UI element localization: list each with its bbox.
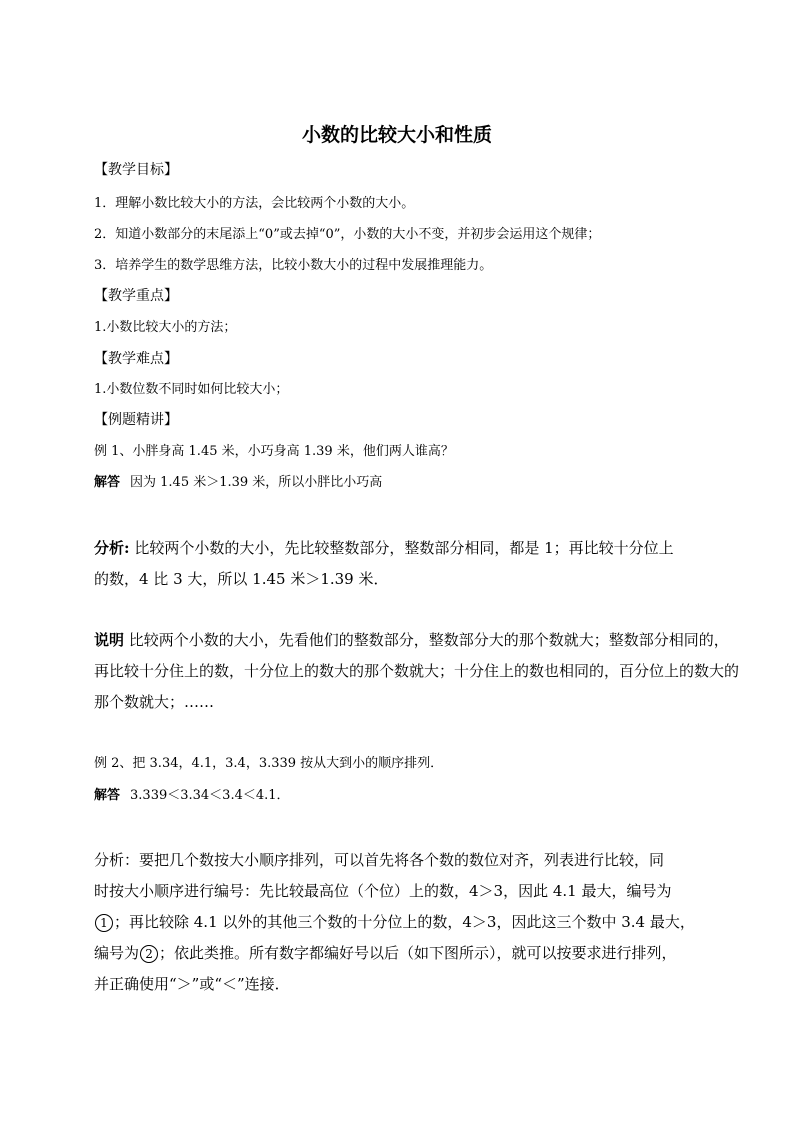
example1-answer	[94, 473, 382, 493]
example2-answer-label: 解答	[94, 788, 121, 803]
example2-analysis-line3	[94, 910, 695, 934]
example2-analysis-line5: 并正确使用“＞”或“＜”连接．	[94, 975, 290, 993]
example1-note-text1: 比较两个小数的大小，先看他们的整数部分，整数部分大的那个数就大；整数部分相同的，	[128, 631, 729, 649]
example2-analysis-line4	[94, 941, 677, 965]
example2-analysis-text3: ；再比较除 4.1 以外的其他三个数的十分位上的数，4＞3，因此这三个数中 3.4 最大，	[114, 913, 695, 931]
objective-1: 1．理解小数比较大小的方法，会比较两个小数的大小。	[94, 196, 415, 211]
example2-analysis-line2: 时按大小顺序进行编号：先比较最高位（个位）上的数，4＞3，因此 4.1 最大，编号为	[94, 882, 672, 900]
example1-note-line1	[94, 628, 729, 652]
example2-answer-text: 3.339＜3.34＜3.4＜4.1．	[130, 788, 290, 803]
example1-answer-label: 解答	[94, 475, 121, 490]
section-difficulties: 【教学难点】	[94, 351, 178, 367]
objective-3: 3．培养学生的数学思维方法，比较小数大小的过程中发展推理能力。	[94, 258, 493, 273]
example1-note-label: 说明	[94, 631, 125, 649]
example1-analysis-text1: 比较两个小数的大小，先比较整数部分，整数部分相同，都是 1；再比较十分位上	[134, 539, 674, 557]
example1-analysis-line2: 的数，4 比 3 大，所以 1.45 米＞1.39 米．	[94, 570, 389, 588]
keypoint-1: 1.小数比较大小的方法；	[94, 320, 237, 335]
example1-analysis-line1	[94, 536, 674, 560]
example1-note-line3: 那个数就大；……	[94, 693, 215, 711]
example2-analysis-line1: 分析：要把几个数按大小顺序排列，可以首先将各个数的数位对齐，列表进行比较，同	[94, 851, 665, 869]
section-objectives: 【教学目标】	[94, 162, 178, 178]
example1-answer-text: 因为 1.45 米＞1.39 米，所以小胖比小巧高	[130, 475, 383, 490]
circled-number-2: 2	[140, 945, 158, 963]
example2-analysis-text4a: 编号为	[94, 944, 140, 962]
example1-analysis-label: 分析:	[94, 539, 130, 557]
example1-note-line2: 再比较十分住上的数，十分位上的数大的那个数就大；十分住上的数也相同的，百分位上的数大的	[94, 662, 740, 680]
example2-analysis-text4b: ；依此类推。所有数字都编好号以后（如下图所示），就可以按要求进行排列，	[159, 944, 677, 962]
section-examples: 【例题精讲】	[94, 412, 178, 428]
page-title: 小数的比较大小和性质	[301, 124, 492, 146]
circled-number-1: 1	[95, 914, 113, 932]
example1-question: 例 1、小胖身高 1.45 米，小巧身高 1.39 米，他们两人谁高？	[94, 444, 454, 459]
example2-answer	[94, 786, 290, 806]
example2-question: 例 2、把 3.34，4.1，3.4，3.339 按从大到小的顺序排列．	[94, 756, 444, 771]
difficulty-1: 1.小数位数不同时如何比较大小；	[94, 382, 289, 397]
section-keypoints: 【教学重点】	[94, 288, 178, 304]
objective-2: 2．知道小数部分的末尾添上“0”或去掉“0”，小数的大小不变，并初步会运用这个规律；	[94, 227, 601, 242]
